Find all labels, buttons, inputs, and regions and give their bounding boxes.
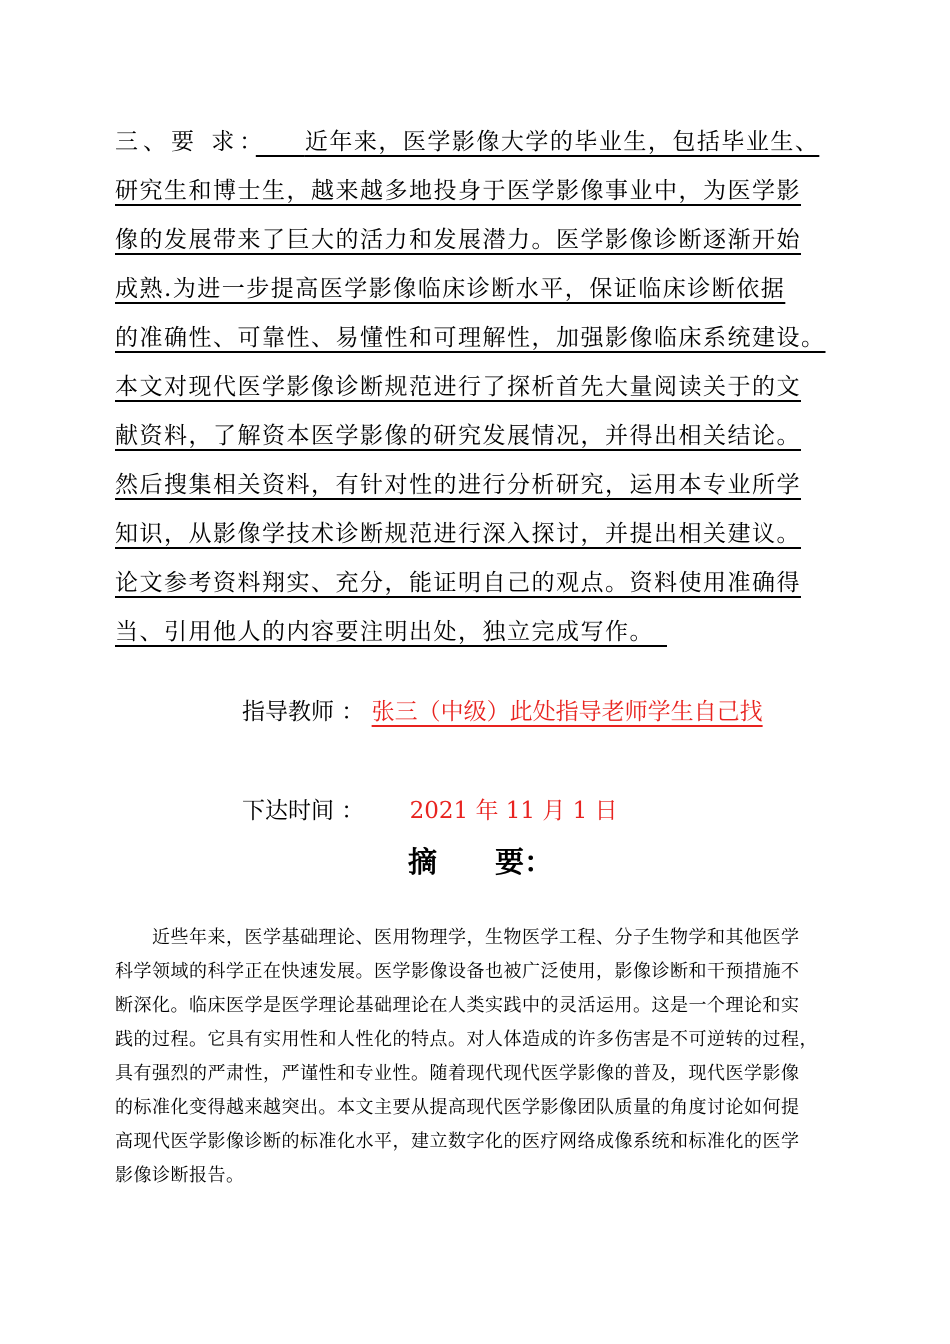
requirements-line-2: 研究生和博士生，越来越多地投身于医学影像事业中，为医学影: [115, 178, 801, 204]
abstract-line: 影像诊断报告。: [115, 1165, 245, 1186]
requirements-line-8: 然后搜集相关资料，有针对性的进行分析研究，运用本专业所学: [115, 472, 801, 498]
abstract-title: 摘 要：: [408, 845, 554, 879]
requirements-line-6: 本文对现代医学影像诊断规范进行了探析首先大量阅读关于的文: [115, 374, 801, 400]
requirements-line-4: 成熟.为进一步提高医学影像临床诊断水平，保证临床诊断依据: [115, 276, 786, 302]
abstract-line: 践的过程。它具有实用性和人性化的特点。对人体造成的许多伤害是不可逆转的过程，: [115, 1029, 818, 1050]
advisor-row: [242, 697, 763, 727]
abstract-line: 断深化。临床医学是医学理论基础理论在人类实践中的灵活运用。这是一个理论和实: [115, 995, 800, 1016]
abstract-line: 高现代医学影像诊断的标准化水平，建立数字化的医疗网络成像系统和标准化的医学: [115, 1131, 800, 1152]
abstract-line: 的标准化变得越来越突出。本文主要从提高现代医学影像团队质量的角度讨论如何提: [115, 1097, 800, 1118]
requirements-line-10: 论文参考资料翔实、充分，能证明自己的观点。资料使用准确得: [115, 570, 801, 596]
requirements-line-9: 知识，从影像学技术诊断规范进行深入探讨，并提出相关建议。: [115, 521, 801, 547]
advisor-name: 张三（中级）此处指导老师学生自己找: [371, 699, 763, 725]
requirements-line-3: 像的发展带来了巨大的活力和发展潜力。医学影像诊断逐渐开始: [115, 227, 801, 253]
requirements-line-1: [115, 127, 819, 157]
requirements-line-7: 献资料，了解资本医学影像的研究发展情况，并得出相关结论。: [115, 423, 801, 449]
abstract-line: 近些年来，医学基础理论、医用物理学，生物医学工程、分子生物学和其他医学: [152, 927, 800, 948]
requirements-line-5: 的准确性、可靠性、易懂性和可理解性，加强影像临床系统建设。: [115, 325, 826, 351]
issue-date-label: 下达时间 ：: [242, 798, 365, 824]
abstract-line: 科学领域的科学正在快速发展。医学影像设备也被广泛使用，影像诊断和干预措施不: [115, 961, 800, 982]
requirements-text: 近年来，医学影像大学的毕业生，包括毕业生、: [304, 129, 820, 155]
abstract-line: 具有强烈的严肃性，严谨性和专业性。随着现代现代医学影像的普及，现代医学影像: [115, 1063, 800, 1084]
issue-date-row: [242, 796, 618, 826]
requirements-label: 三、要 求：: [115, 129, 256, 155]
requirements-line-11: 当、引用他人的内容要注明出处，独立完成写作。: [115, 619, 643, 645]
advisor-label: 指导教师 ：: [242, 699, 365, 725]
issue-date-value: 2021 年 11 月 1 日: [409, 798, 618, 824]
